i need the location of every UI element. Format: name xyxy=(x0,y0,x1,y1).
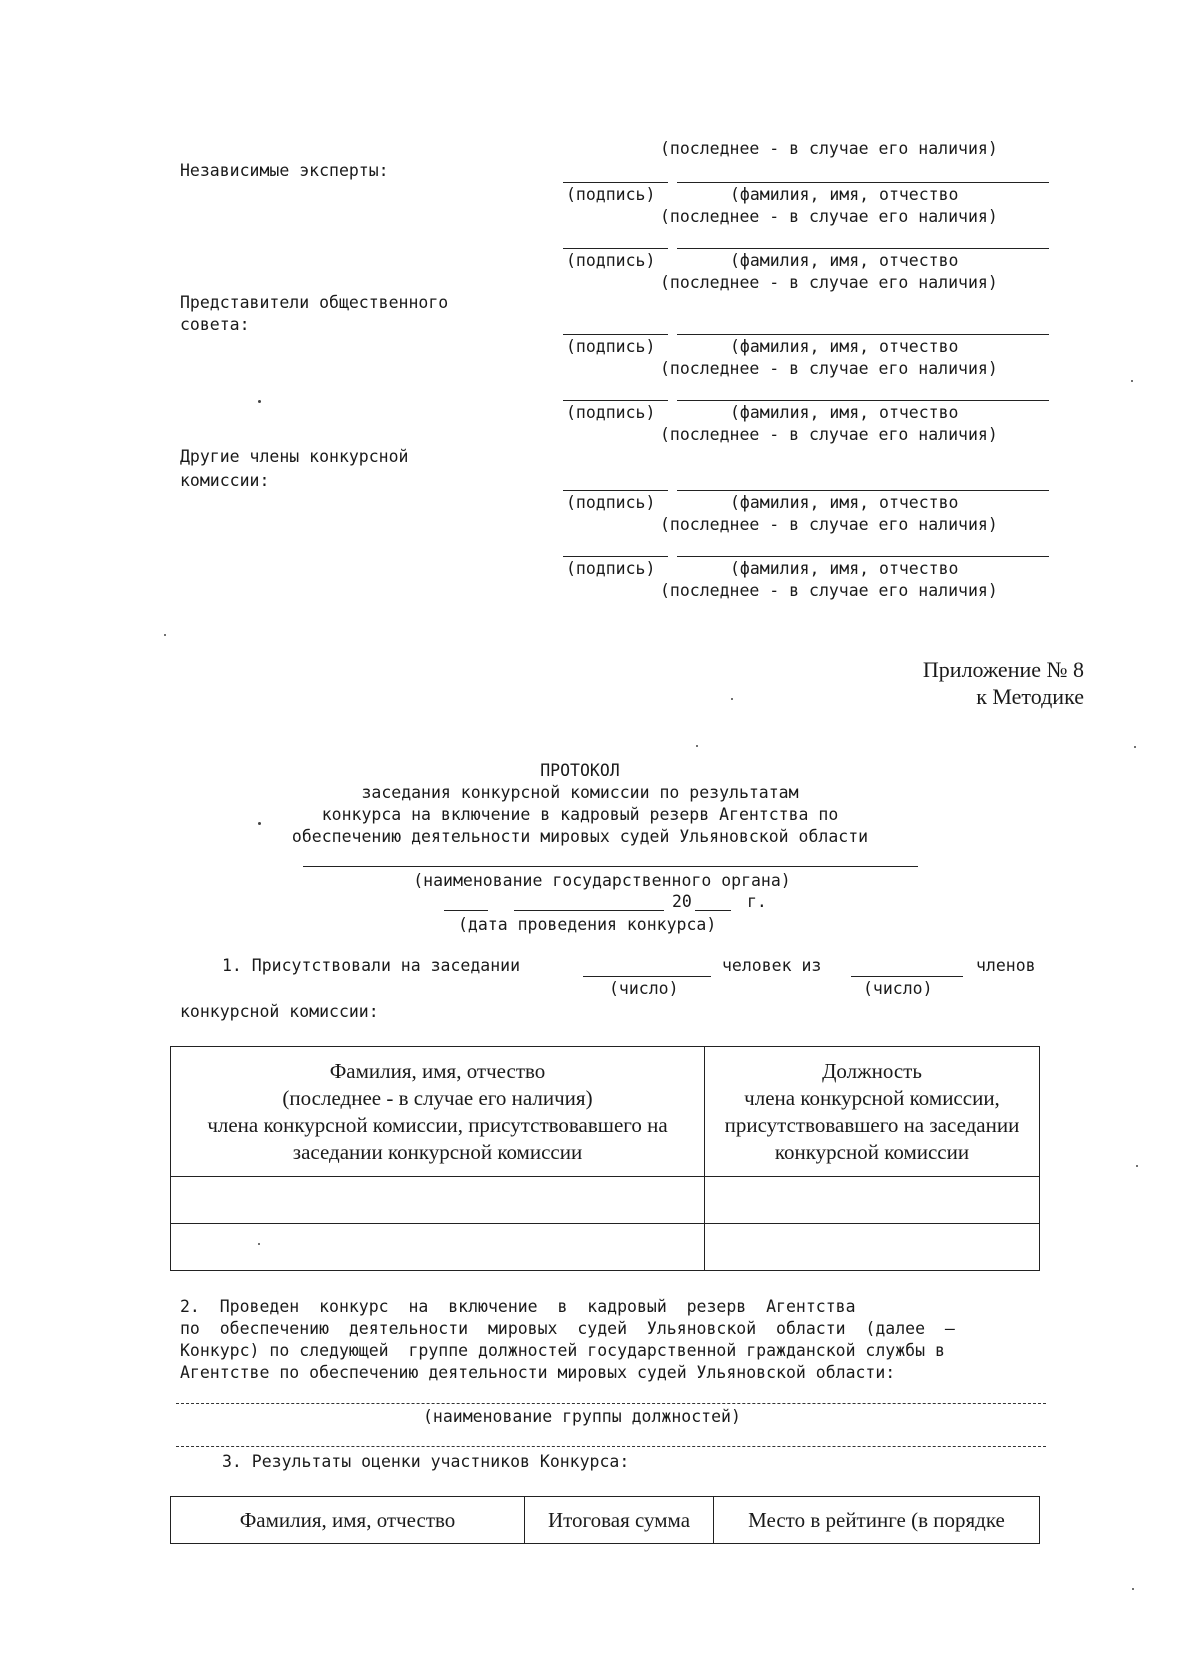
name-note: (последнее - в случае его наличия) xyxy=(660,359,998,378)
date-month-line xyxy=(514,910,664,911)
header-cell-position xyxy=(705,1047,1040,1177)
table-cell[interactable] xyxy=(171,1224,705,1271)
name-line xyxy=(677,248,1049,249)
scan-speck xyxy=(1134,746,1136,748)
signature-caption: (подпись) xyxy=(566,559,656,578)
name-caption: (фамилия, имя, отчество xyxy=(730,337,959,356)
table-cell[interactable] xyxy=(171,1177,705,1224)
group-council-label: Представители общественного xyxy=(180,293,449,312)
protocol-subtitle-3: обеспечению деятельности мировых судей Ульяновской области xyxy=(291,827,869,846)
org-name-line xyxy=(303,866,918,867)
scan-speck xyxy=(258,400,261,403)
section2-line-2: по обеспечению деятельности мировых судей Ульяновской области (далее – xyxy=(180,1319,955,1338)
date-year-suffix: г. xyxy=(747,892,767,911)
name-line xyxy=(677,400,1049,401)
section2-line-4: Агентстве по обеспечению деятельности мировых судей Ульяновской области: xyxy=(180,1363,896,1382)
name-note: (последнее - в случае его наличия) xyxy=(660,425,998,444)
group-experts-label: Независимые эксперты: xyxy=(180,161,389,180)
org-name-caption: (наименование государственного органа) xyxy=(413,871,791,890)
signature-line xyxy=(563,182,668,183)
scan-speck xyxy=(258,822,261,825)
header-text: присутствовавшего на заседании xyxy=(724,1112,1020,1137)
name-caption: (фамилия, имя, отчество xyxy=(730,185,959,204)
table-cell[interactable] xyxy=(705,1224,1040,1271)
signature-caption: (подпись) xyxy=(566,403,656,422)
name-line xyxy=(677,334,1049,335)
name-line xyxy=(677,556,1049,557)
name-line xyxy=(677,490,1049,491)
section3-heading: 3. Результаты оценки участников Конкурса: xyxy=(222,1452,630,1471)
section1-text-c: членов xyxy=(976,956,1036,975)
attendee-count-line xyxy=(583,976,711,977)
table-cell[interactable] xyxy=(705,1177,1040,1224)
header-cell-name xyxy=(171,1047,705,1177)
scan-speck xyxy=(696,745,698,747)
appendix-header xyxy=(700,656,1084,710)
appendix-number: Приложение № 8 xyxy=(922,657,1084,682)
section2-line-1: 2. Проведен конкурс на включение в кадровый резерв Агентства xyxy=(180,1297,856,1316)
header-text: (последнее - в случае его наличия) xyxy=(282,1085,593,1110)
header-cell-name: Фамилия, имя, отчество xyxy=(171,1497,525,1544)
group-others-label-2: комиссии: xyxy=(180,471,270,490)
group-others-label: Другие члены конкурсной xyxy=(180,447,409,466)
name-note: (последнее - в случае его наличия) xyxy=(660,515,998,534)
name-caption: (фамилия, имя, отчество xyxy=(730,559,959,578)
header-text: Должность xyxy=(822,1058,922,1083)
attendee-count-caption: (число) xyxy=(609,979,679,998)
signature-line xyxy=(563,334,668,335)
position-group-caption: (наименование группы должностей) xyxy=(423,1407,741,1426)
signature-caption: (подпись) xyxy=(566,493,656,512)
section-divider xyxy=(176,1446,1046,1447)
table-row xyxy=(171,1224,1040,1271)
header-text: заседании конкурсной комиссии xyxy=(292,1139,583,1164)
signature-caption: (подпись) xyxy=(566,251,656,270)
section1-text-b: человек из xyxy=(722,956,822,975)
scan-speck xyxy=(1132,1588,1134,1590)
scan-speck xyxy=(731,698,733,700)
section1-text-a: 1. Присутствовали на заседании xyxy=(222,956,521,975)
name-line xyxy=(677,182,1049,183)
date-caption: (дата проведения конкурса) xyxy=(458,915,717,934)
name-caption: (фамилия, имя, отчество xyxy=(730,493,959,512)
attendees-table xyxy=(170,1046,1040,1271)
signature-line xyxy=(563,490,668,491)
section1-text-d: конкурсной комиссии: xyxy=(180,1002,379,1021)
appendix-reference: к Методике xyxy=(976,684,1084,709)
section2-line-3: Конкурс) по следующей группе должностей государственной гражданской службы в xyxy=(180,1341,945,1360)
member-count-caption: (число) xyxy=(863,979,933,998)
date-day-line xyxy=(444,910,488,911)
member-count-line xyxy=(851,976,963,977)
scan-speck xyxy=(258,1243,260,1245)
header-cell-total: Итоговая сумма xyxy=(525,1497,714,1544)
protocol-title: ПРОТОКОЛ xyxy=(540,761,620,780)
results-table xyxy=(170,1496,1040,1544)
signature-caption: (подпись) xyxy=(566,337,656,356)
header-text: члена конкурсной комиссии, присутствовавшего на xyxy=(207,1112,668,1137)
protocol-subtitle-2: конкурса на включение в кадровый резерв Агентства по xyxy=(321,805,839,824)
name-note: (последнее - в случае его наличия) xyxy=(660,207,998,226)
header-text: члена конкурсной комиссии, xyxy=(744,1085,1000,1110)
scan-speck xyxy=(164,634,166,636)
name-note: (последнее - в случае его наличия) xyxy=(660,273,998,292)
scan-speck xyxy=(1131,380,1133,382)
table-header-row xyxy=(171,1047,1040,1177)
table-header-row xyxy=(171,1497,1040,1544)
name-caption: (фамилия, имя, отчество xyxy=(730,403,959,422)
name-caption: (фамилия, имя, отчество xyxy=(730,251,959,270)
signature-caption: (подпись) xyxy=(566,185,656,204)
signature-line xyxy=(563,556,668,557)
header-text: Фамилия, имя, отчество xyxy=(329,1058,546,1083)
position-group-line xyxy=(176,1403,1046,1404)
date-year-prefix: 20 xyxy=(672,892,692,911)
signature-line xyxy=(563,400,668,401)
name-note: (последнее - в случае его наличия) xyxy=(660,581,998,600)
note-top: (последнее - в случае его наличия) xyxy=(660,139,998,158)
date-year-line xyxy=(695,910,731,911)
header-text: конкурсной комиссии xyxy=(774,1139,970,1164)
scan-speck xyxy=(1136,1165,1138,1167)
header-cell-rank: Место в рейтинге (в порядке xyxy=(714,1497,1040,1544)
group-council-label-2: совета: xyxy=(180,315,250,334)
signature-line xyxy=(563,248,668,249)
table-row xyxy=(171,1177,1040,1224)
protocol-subtitle-1: заседания конкурсной комиссии по результатам xyxy=(361,783,799,802)
